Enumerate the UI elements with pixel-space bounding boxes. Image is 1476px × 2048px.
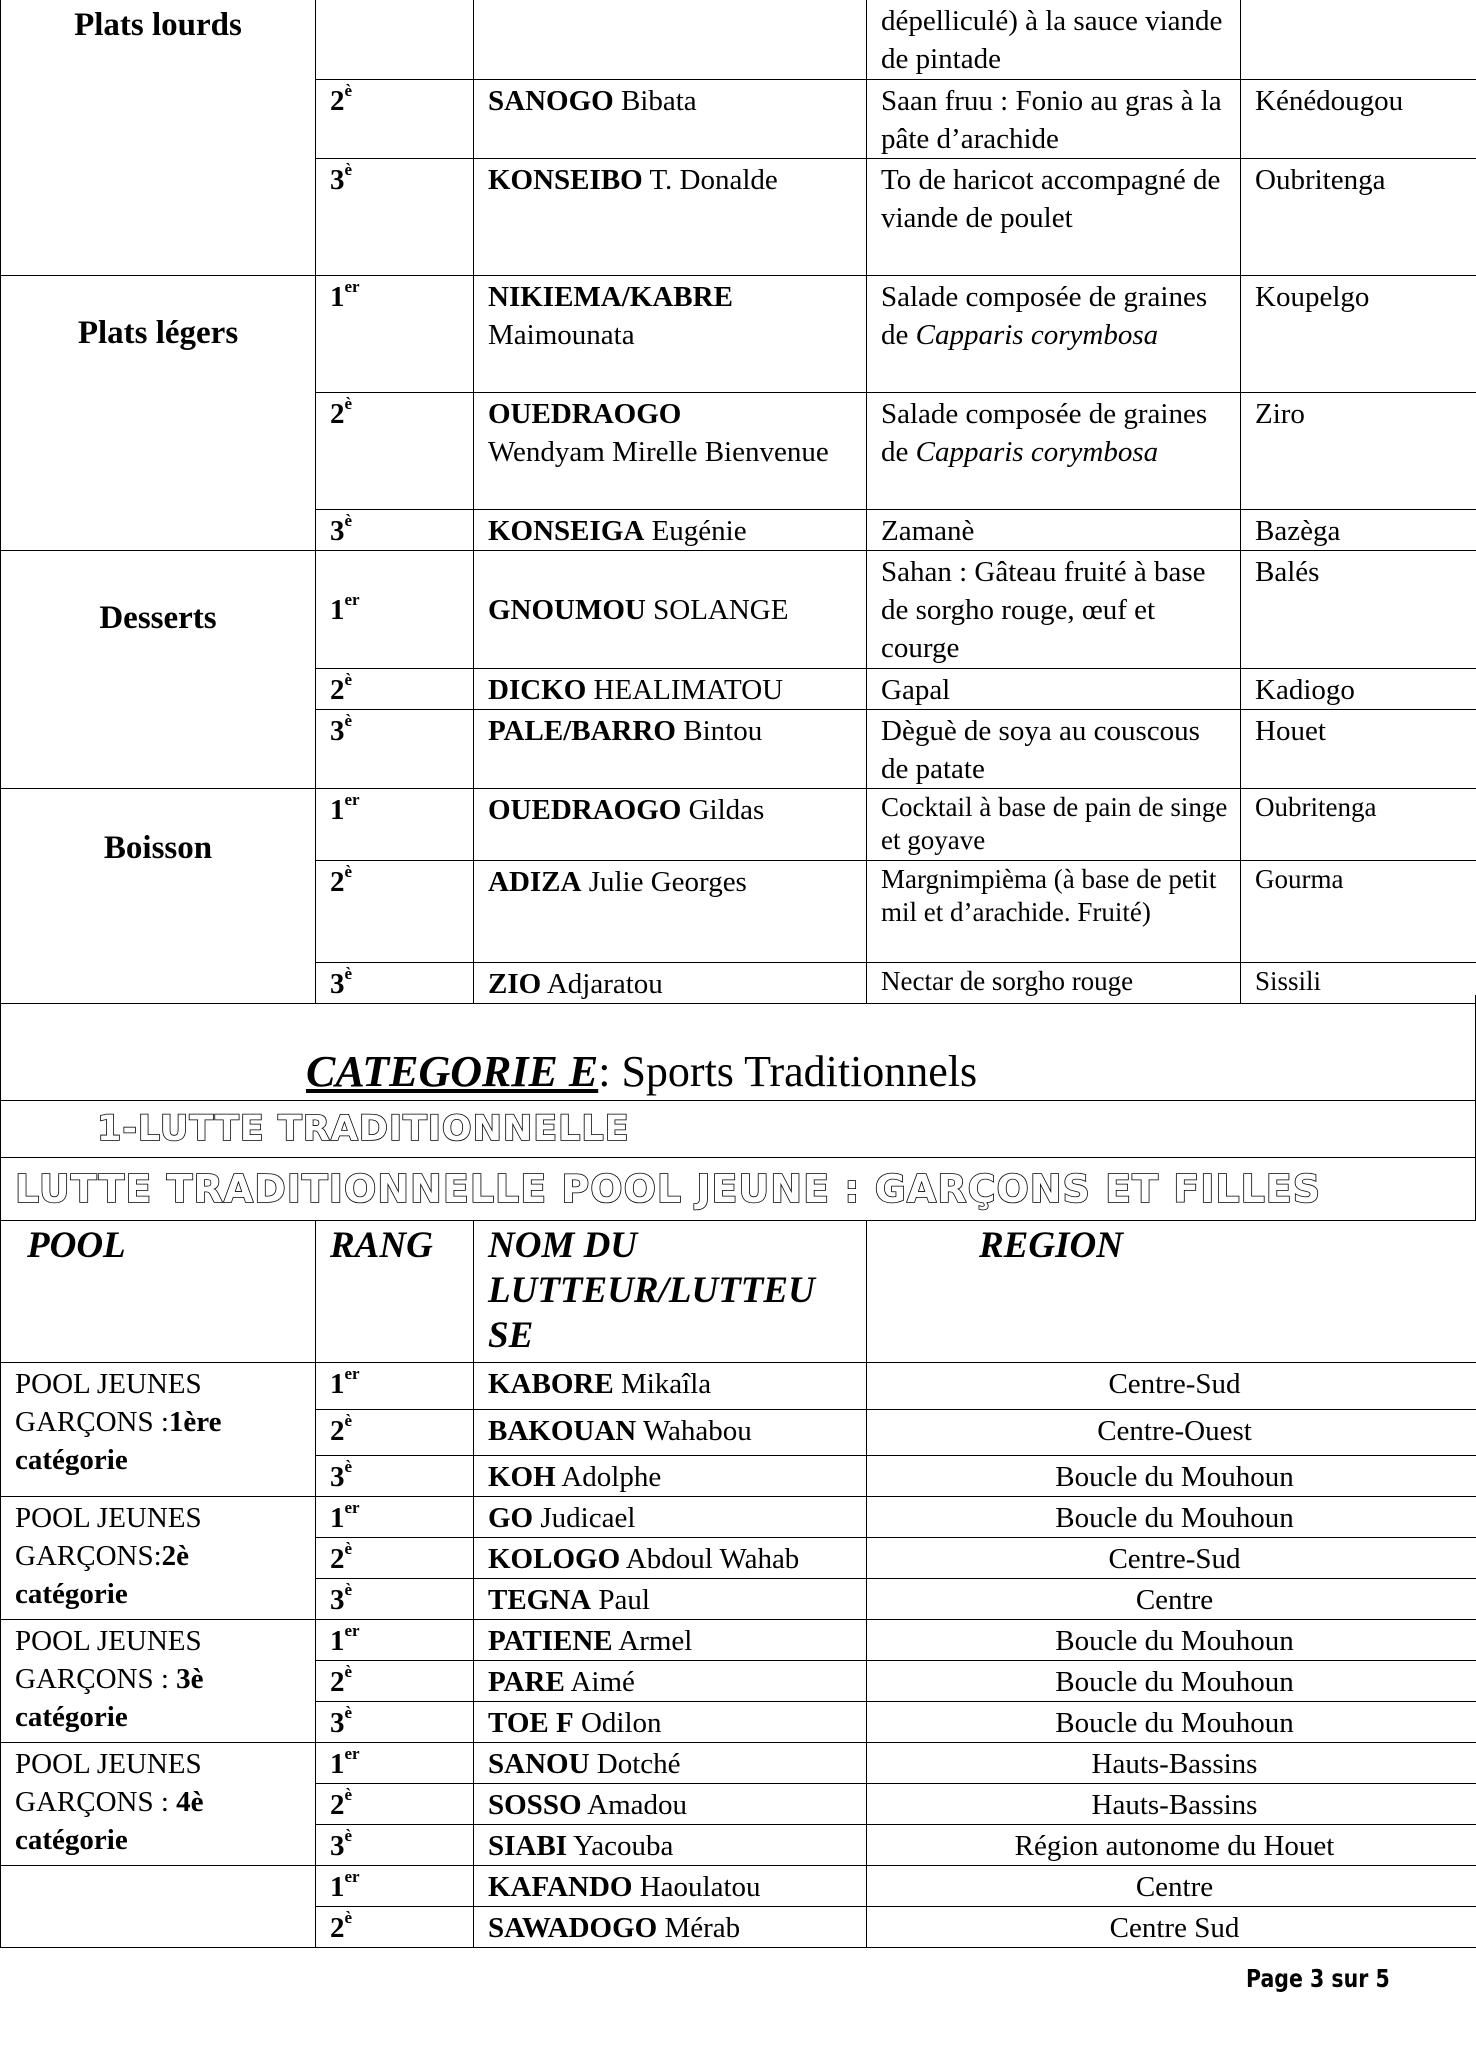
winner-name: GNOUMOU SOLANGE — [474, 550, 867, 668]
table-row — [1, 1497, 1476, 1538]
region-cell: Boucle du Mouhoun — [867, 1497, 1476, 1538]
winner-name — [474, 0, 867, 79]
winner-name: KONSEIGA Eugénie — [474, 509, 867, 550]
section-title-lutte: 1-LUTTE TRADITIONNELLE — [0, 1100, 1476, 1157]
winner-name: NIKIEMA/KABRE Maimounata — [474, 275, 867, 392]
dish-description: dépelliculé) à la sauce viande de pintade — [867, 0, 1241, 79]
wrestling-results-table — [0, 1220, 1476, 1948]
region-cell: Hauts-Bassins — [867, 1784, 1476, 1825]
rank-cell — [316, 0, 474, 79]
rank-cell: 1er — [316, 1743, 474, 1784]
dish-description: Nectar de sorgho rouge — [867, 962, 1241, 1003]
rank-cell: $2^è$ — [316, 1784, 474, 1825]
dish-description: Sahan : Gâteau fruité à base de sorgho rouge, œuf et courge — [867, 550, 1241, 668]
wrestler-name: SIABI Yacouba — [474, 1825, 867, 1866]
region-cell: Sissili — [1241, 962, 1476, 1003]
region-cell: Boucle du Mouhoun — [867, 1661, 1476, 1702]
rank-cell: 1er — [316, 275, 474, 392]
rank-cell: 1er — [316, 1620, 474, 1661]
food-results-table — [0, 0, 1476, 1004]
header-pool: POOL — [1, 1221, 316, 1363]
rank-cell: $2^è$ — [316, 1907, 474, 1948]
region-cell: Kénédougou — [1241, 79, 1476, 158]
category-plats-lourds: Plats lourds — [1, 0, 316, 275]
dish-description: Salade composée de graines de Capparis corymbosa — [867, 392, 1241, 509]
region-cell: Centre Sud — [867, 1907, 1476, 1948]
region-cell: Ziro — [1241, 392, 1476, 509]
dish-description: Saan fruu : Fonio au gras à la pâte d’arachide — [867, 79, 1241, 158]
rank-cell: $3^è$ — [316, 1702, 474, 1743]
region-cell: Gourma — [1241, 860, 1476, 962]
rank-cell: 1er — [316, 788, 474, 860]
table-row — [1, 1866, 1476, 1907]
winner-name: PALE/BARRO Bintou — [474, 709, 867, 788]
pool-label: POOL JEUNES GARÇONS : 3è catégorie — [1, 1620, 316, 1743]
category-boisson: Boisson — [1, 788, 316, 1003]
category-e-label: CATEGORIE E — [306, 1047, 599, 1096]
rank-cell: 1er — [316, 550, 474, 668]
dish-description: Gapal — [867, 668, 1241, 709]
region-cell: Houet — [1241, 709, 1476, 788]
wrestler-name: SANOU Dotché — [474, 1743, 867, 1784]
wrestler-name: SAWADOGO Mérab — [474, 1907, 867, 1948]
winner-name: OUEDRAOGO Wendyam Mirelle Bienvenue — [474, 392, 867, 509]
winner-name: SANOGO Bibata — [474, 79, 867, 158]
region-cell: Oubritenga — [1241, 158, 1476, 275]
region-cell: Kadiogo — [1241, 668, 1476, 709]
dish-description: Zamanè — [867, 509, 1241, 550]
wrestler-name: KOLOGO Abdoul Wahab — [474, 1538, 867, 1579]
table-row — [1, 0, 1476, 79]
rank-cell: $3^è$ — [316, 158, 474, 275]
pool-label: POOL JEUNES GARÇONS :1ère catégorie — [1, 1363, 316, 1497]
table-header-row — [1, 1221, 1476, 1363]
region-cell: Bazèga — [1241, 509, 1476, 550]
rank-cell: $2^è$ — [316, 1410, 474, 1456]
region-cell: Centre-Sud — [867, 1538, 1476, 1579]
winner-name: ADIZA Julie Georges — [474, 860, 867, 962]
region-cell: Région autonome du Houet — [867, 1825, 1476, 1866]
rank-cell: 1er — [316, 1866, 474, 1907]
wrestler-name: TOE F Odilon — [474, 1702, 867, 1743]
region-cell: Centre-Sud — [867, 1363, 1476, 1410]
region-cell: Hauts-Bassins — [867, 1743, 1476, 1784]
table-row — [1, 1743, 1476, 1784]
rank-cell: $2^è$ — [316, 668, 474, 709]
dish-description: Dèguè de soya au couscous de patate — [867, 709, 1241, 788]
rank-cell: 1er — [316, 1497, 474, 1538]
category-plats-legers: Plats légers — [1, 275, 316, 550]
winner-name: DICKO HEALIMATOU — [474, 668, 867, 709]
wrestler-name: PATIENE Armel — [474, 1620, 867, 1661]
wrestler-name: SOSSO Amadou — [474, 1784, 867, 1825]
winner-name: OUEDRAOGO Gildas — [474, 788, 867, 860]
dish-description: To de haricot accompagné de viande de poulet — [867, 158, 1241, 275]
wrestler-name: KOH Adolphe — [474, 1456, 867, 1497]
rank-cell: $2^è$ — [316, 860, 474, 962]
wrestler-name: BAKOUAN Wahabou — [474, 1410, 867, 1456]
rank-cell: 1er — [316, 1363, 474, 1410]
region-cell: Boucle du Mouhoun — [867, 1702, 1476, 1743]
region-cell: Boucle du Mouhoun — [867, 1620, 1476, 1661]
table-row — [1, 550, 1476, 668]
region-cell — [1241, 0, 1476, 79]
winner-name: KONSEIBO T. Donalde — [474, 158, 867, 275]
category-e-name: : Sports Traditionnels — [598, 1047, 978, 1096]
header-region: REGION — [867, 1221, 1476, 1363]
rank-cell: $3^è$ — [316, 1825, 474, 1866]
region-cell: Centre — [867, 1579, 1476, 1620]
wrestler-name: KAFANDO Haoulatou — [474, 1866, 867, 1907]
wrestler-name: KABORE Mikaîla — [474, 1363, 867, 1410]
wrestler-name: PARE Aimé — [474, 1661, 867, 1702]
rank-cell: $3^è$ — [316, 1456, 474, 1497]
rank-cell: $3^è$ — [316, 962, 474, 1003]
winner-name: ZIO Adjaratou — [474, 962, 867, 1003]
category-desserts: Desserts — [1, 550, 316, 788]
rank-cell: $2^è$ — [316, 1538, 474, 1579]
wrestler-name: TEGNA Paul — [474, 1579, 867, 1620]
rank-cell: $3^è$ — [316, 709, 474, 788]
category-e-section — [0, 995, 1476, 1101]
rank-cell: $2^è$ — [316, 392, 474, 509]
dish-description: Margnimpièma (à base de petit mil et d’arachide. Fruité) — [867, 860, 1241, 962]
rank-cell: $3^è$ — [316, 1579, 474, 1620]
page-number: Page 3 sur 5 — [1246, 1964, 1390, 1993]
region-cell: Oubritenga — [1241, 788, 1476, 860]
pool-label — [1, 1866, 316, 1948]
table-row — [1, 788, 1476, 860]
header-rank: RANG — [316, 1221, 474, 1363]
wrestler-name: GO Judicael — [474, 1497, 867, 1538]
region-cell: Balés — [1241, 550, 1476, 668]
region-cell: Centre-Ouest — [867, 1410, 1476, 1456]
rank-cell: $2^è$ — [316, 79, 474, 158]
dish-description: Salade composée de graines de Capparis corymbosa — [867, 275, 1241, 392]
dish-description: Cocktail à base de pain de singe et goyave — [867, 788, 1241, 860]
region-cell: Centre — [867, 1866, 1476, 1907]
pool-label: POOL JEUNES GARÇONS:2è catégorie — [1, 1497, 316, 1620]
rank-cell: $3^è$ — [316, 509, 474, 550]
rank-cell: $2^è$ — [316, 1661, 474, 1702]
category-e-title — [306, 1047, 977, 1097]
table-row — [1, 1363, 1476, 1410]
region-cell: Boucle du Mouhoun — [867, 1456, 1476, 1497]
pool-title: LUTTE TRADITIONNELLE POOL JEUNE : GARÇONS ET FILLES — [0, 1157, 1476, 1221]
region-cell: Koupelgo — [1241, 275, 1476, 392]
table-row — [1, 1620, 1476, 1661]
pool-label: POOL JEUNES GARÇONS : 4è catégorie — [1, 1743, 316, 1866]
table-row — [1, 275, 1476, 392]
header-wrestler-name: NOM DU LUTTEUR/LUTTEU SE — [474, 1221, 867, 1363]
